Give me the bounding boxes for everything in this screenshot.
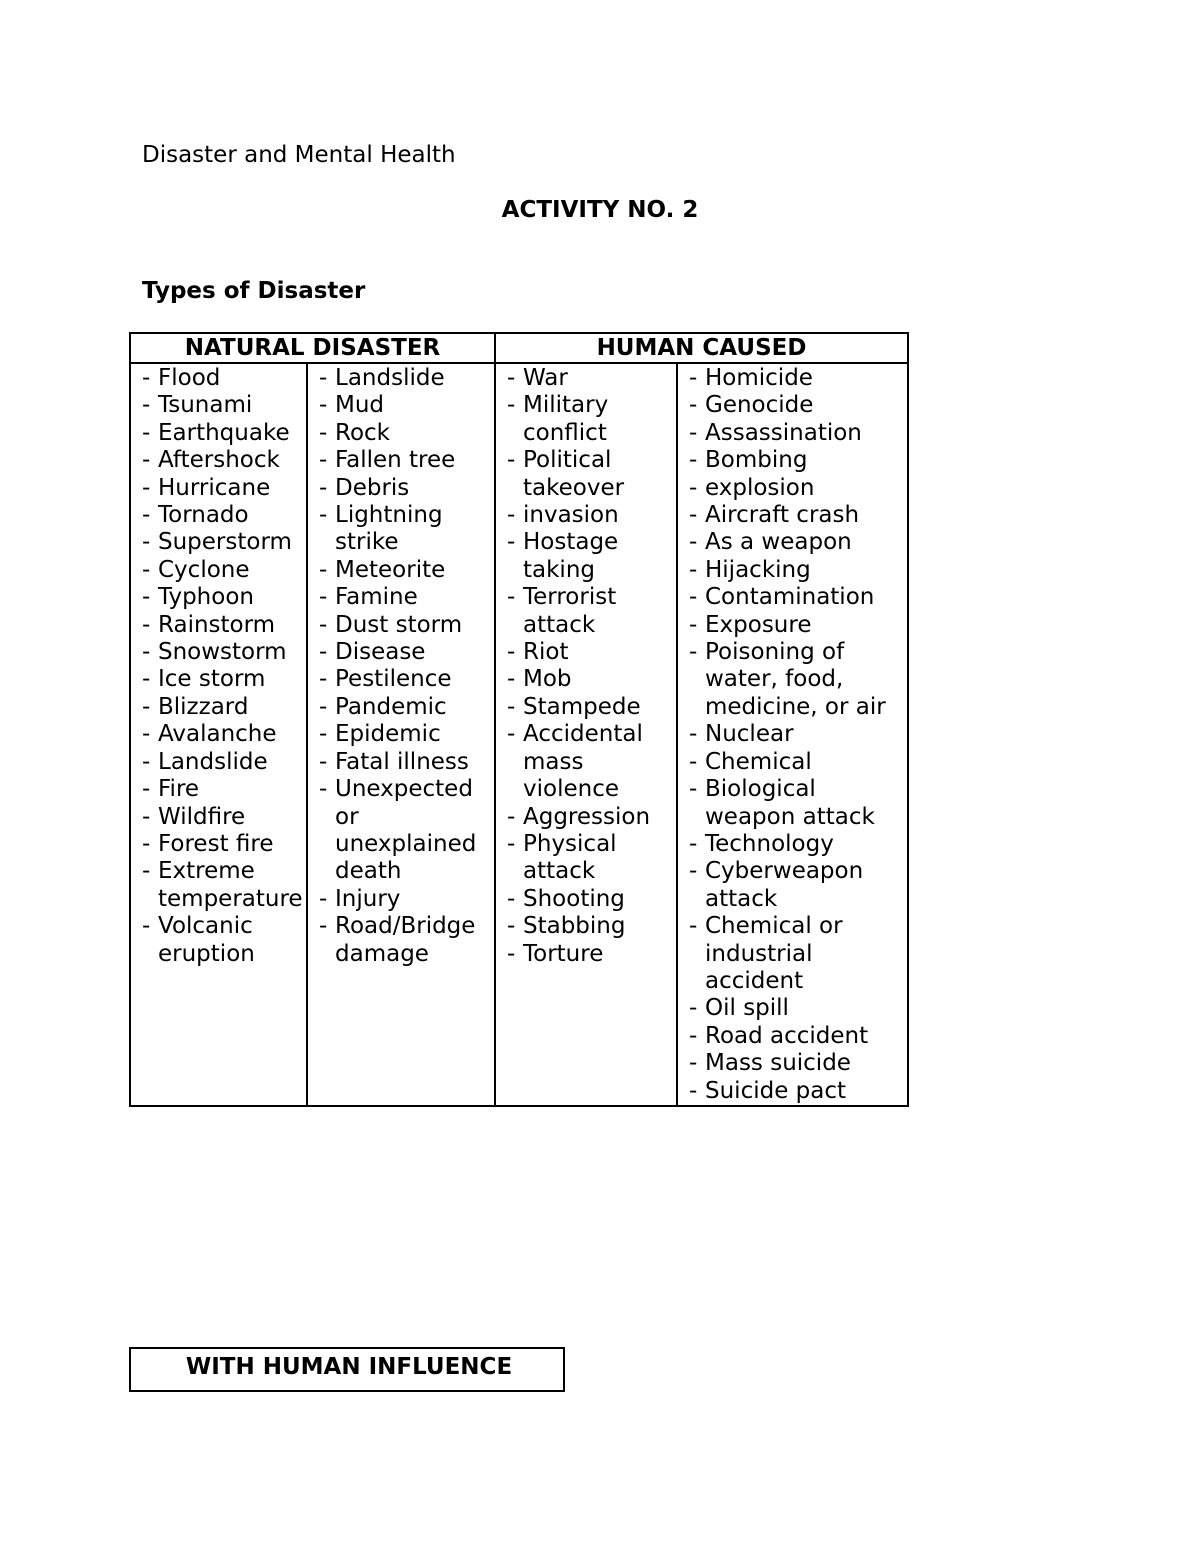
list-item: - Injury (318, 886, 494, 913)
human-list-1 (506, 365, 676, 968)
list-item: - Assassination (688, 420, 907, 447)
list-item: - Biological weapon attack (688, 776, 907, 831)
natural-column-1 (130, 363, 307, 1106)
list-item: - Stabbing (506, 913, 676, 940)
disaster-types-table (129, 332, 909, 1107)
table-row (130, 363, 908, 1106)
list-item: - Lightning strike (318, 502, 494, 557)
list-item: - Bombing (688, 447, 907, 474)
list-item: - Earthquake (141, 420, 306, 447)
list-item: - Forest fire (141, 831, 306, 858)
list-item: - Cyclone (141, 557, 306, 584)
list-item: - Landslide (318, 365, 494, 392)
list-item: - Dust storm (318, 612, 494, 639)
header-natural-disaster: NATURAL DISASTER (130, 333, 495, 363)
list-item: - Technology (688, 831, 907, 858)
list-item: - Extreme temperature (141, 858, 306, 913)
list-item: - Hijacking (688, 557, 907, 584)
with-human-influence-label: WITH HUMAN INFLUENCE (185, 1354, 513, 1380)
list-item: - Homicide (688, 365, 907, 392)
with-human-influence-box (129, 1347, 565, 1392)
header-human-caused: HUMAN CAUSED (495, 333, 908, 363)
list-item: - Oil spill (688, 995, 907, 1022)
list-item: - Blizzard (141, 694, 306, 721)
list-item: - Debris (318, 475, 494, 502)
list-item: - Torture (506, 941, 676, 968)
list-item: - Fire (141, 776, 306, 803)
list-item: - Hurricane (141, 475, 306, 502)
list-item: - Shooting (506, 886, 676, 913)
list-item: - Political takeover (506, 447, 676, 502)
list-item: - Mob (506, 666, 676, 693)
list-item: - Snowstorm (141, 639, 306, 666)
list-item: - Wildfire (141, 804, 306, 831)
list-item: - Disease (318, 639, 494, 666)
list-item: - Aftershock (141, 447, 306, 474)
table-header-row (130, 333, 908, 363)
list-item: - Unexpected or unexplained death (318, 776, 494, 886)
list-item: - invasion (506, 502, 676, 529)
list-item: - Avalanche (141, 721, 306, 748)
list-item: - Exposure (688, 612, 907, 639)
list-item: - Chemical (688, 749, 907, 776)
list-item: - Nuclear (688, 721, 907, 748)
list-item: - Flood (141, 365, 306, 392)
list-item: - Ice storm (141, 666, 306, 693)
list-item: - Aircraft crash (688, 502, 907, 529)
list-item: - Accidental mass violence (506, 721, 676, 803)
list-item: - Cyberweapon attack (688, 858, 907, 913)
list-item: - Mud (318, 392, 494, 419)
section-heading: Types of Disaster (142, 278, 366, 304)
list-item: - Military conflict (506, 392, 676, 447)
list-item: - Superstorm (141, 529, 306, 556)
list-item: - As a weapon (688, 529, 907, 556)
list-item: - Hostage taking (506, 529, 676, 584)
list-item: - Fatal illness (318, 749, 494, 776)
natural-column-2 (307, 363, 495, 1106)
human-list-2 (688, 365, 907, 1105)
list-item: - Contamination (688, 584, 907, 611)
list-item: - Tsunami (141, 392, 306, 419)
human-column-1 (495, 363, 677, 1106)
list-item: - Road/Bridge damage (318, 913, 494, 968)
natural-list-1 (141, 365, 306, 968)
document-title: Disaster and Mental Health (142, 142, 456, 168)
human-column-2 (677, 363, 908, 1106)
list-item: - Suicide pact (688, 1078, 907, 1105)
activity-heading: ACTIVITY NO. 2 (501, 197, 699, 223)
list-item: - War (506, 365, 676, 392)
list-item: - Road accident (688, 1023, 907, 1050)
list-item: - Rock (318, 420, 494, 447)
list-item: - Rainstorm (141, 612, 306, 639)
list-item: - Famine (318, 584, 494, 611)
list-item: - Pandemic (318, 694, 494, 721)
list-item: - Stampede (506, 694, 676, 721)
list-item: - Epidemic (318, 721, 494, 748)
list-item: - Pestilence (318, 666, 494, 693)
list-item: - Landslide (141, 749, 306, 776)
list-item: - Genocide (688, 392, 907, 419)
list-item: - Riot (506, 639, 676, 666)
list-item: - Meteorite (318, 557, 494, 584)
list-item: - Tornado (141, 502, 306, 529)
natural-list-2 (318, 365, 494, 968)
list-item: - Poisoning of water, food, medicine, or air (688, 639, 907, 721)
list-item: - Chemical or industrial accident (688, 913, 907, 995)
list-item: - Physical attack (506, 831, 676, 886)
list-item: - Aggression (506, 804, 676, 831)
list-item: - Volcanic eruption (141, 913, 306, 968)
list-item: - explosion (688, 475, 907, 502)
list-item: - Terrorist attack (506, 584, 676, 639)
list-item: - Mass suicide (688, 1050, 907, 1077)
list-item: - Typhoon (141, 584, 306, 611)
list-item: - Fallen tree (318, 447, 494, 474)
